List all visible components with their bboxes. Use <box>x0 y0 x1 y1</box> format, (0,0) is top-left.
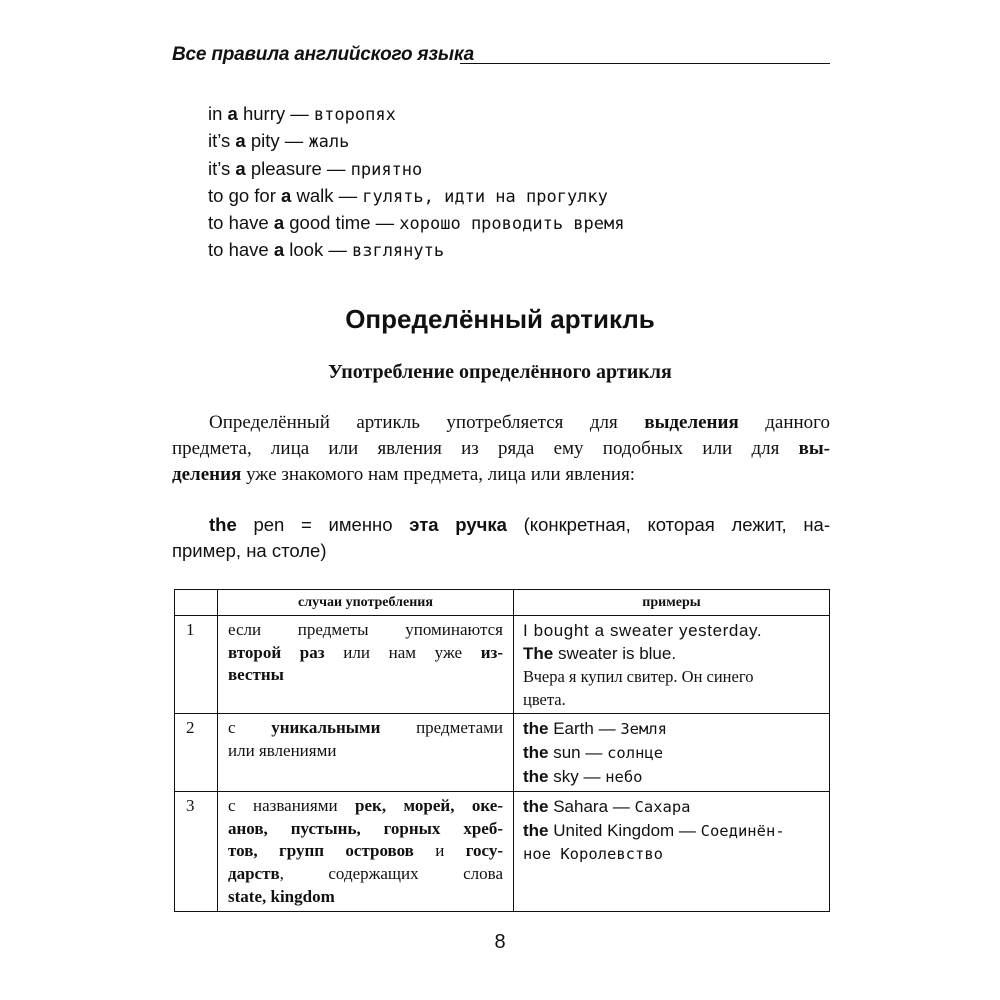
row-number: 1 <box>175 616 218 714</box>
phrase-item: to have a good time — хорошо проводить время <box>208 212 625 235</box>
row-case <box>218 714 514 792</box>
case-line: state, kingdom <box>228 886 335 906</box>
example-line: I bought a sweater yesterday. <box>523 621 763 640</box>
body-paragraph <box>172 410 830 488</box>
running-header-title: Все правила английского языка <box>172 44 474 65</box>
example-line: the Sahara — Сахара <box>523 797 691 816</box>
row-number: 2 <box>175 714 218 792</box>
case-line: если предметы упоминаются <box>228 620 503 639</box>
paragraph-line: предмета, лица или явления из ряда ему подобных или для вы- <box>172 438 830 459</box>
phrase-item: it’s a pleasure — приятно <box>208 157 423 180</box>
case-line: второй раз или нам уже из- <box>228 642 503 662</box>
phrase-list <box>208 101 624 265</box>
header-num <box>175 590 218 616</box>
example-line: ное Королевство <box>523 845 663 863</box>
case-line: вестны <box>228 665 284 685</box>
example-line: the pen = именно эта ручка (конкретная, которая лежит, на- <box>209 514 830 535</box>
row-number: 3 <box>175 792 218 912</box>
example-paragraph <box>172 512 830 564</box>
section-title: Определённый артикль <box>345 304 655 334</box>
table-row <box>175 792 830 912</box>
phrase-item: in a hurry — второпях <box>208 103 396 125</box>
phrase-item: to go for a walk — гулять, идти на прогулку <box>208 184 608 207</box>
case-line: анов, пустынь, горных хреб- <box>228 818 503 838</box>
row-case <box>218 616 514 714</box>
row-example <box>514 714 830 792</box>
case-line: с уникальными предметами <box>228 718 503 737</box>
row-case <box>218 792 514 912</box>
page-number: 8 <box>494 931 506 953</box>
case-line: или явлениями <box>228 740 337 760</box>
table-header-row <box>175 590 830 616</box>
table-row <box>175 714 830 792</box>
header-cases: случаи употребления <box>218 590 514 616</box>
example-line: the United Kingdom — Соединён- <box>523 821 785 840</box>
case-line: с названиями рек, морей, оке- <box>228 796 503 815</box>
table-row <box>175 616 830 714</box>
example-line: The sweater is blue. <box>523 644 677 663</box>
example-line: цвета. <box>523 690 566 709</box>
row-example <box>514 792 830 912</box>
paragraph-line: Определённый артикль употребляется для выделения данного <box>209 412 830 433</box>
example-line: the Earth — Земля <box>523 719 667 738</box>
header-examples: примеры <box>514 590 830 616</box>
usage-table <box>174 589 830 912</box>
phrase-item: it’s a pity — жаль <box>208 130 350 153</box>
example-line: Вчера я купил свитер. Он синего <box>523 667 754 686</box>
example-line: пример, на столе) <box>172 540 327 561</box>
paragraph-line: деления уже знакомого нам предмета, лица или явления: <box>172 464 636 485</box>
example-line: the sky — небо <box>523 767 643 786</box>
case-line: дарств, содержащих слова <box>228 864 503 884</box>
header-rule <box>460 63 830 64</box>
case-line: тов, групп островов и госу- <box>228 841 503 861</box>
running-header <box>172 44 830 68</box>
subsection-title: Употребление определённого артикля <box>328 361 672 383</box>
example-line: the sun — солнце <box>523 743 664 762</box>
row-example <box>514 616 830 714</box>
phrase-item: to have a look — взглянуть <box>208 239 445 262</box>
